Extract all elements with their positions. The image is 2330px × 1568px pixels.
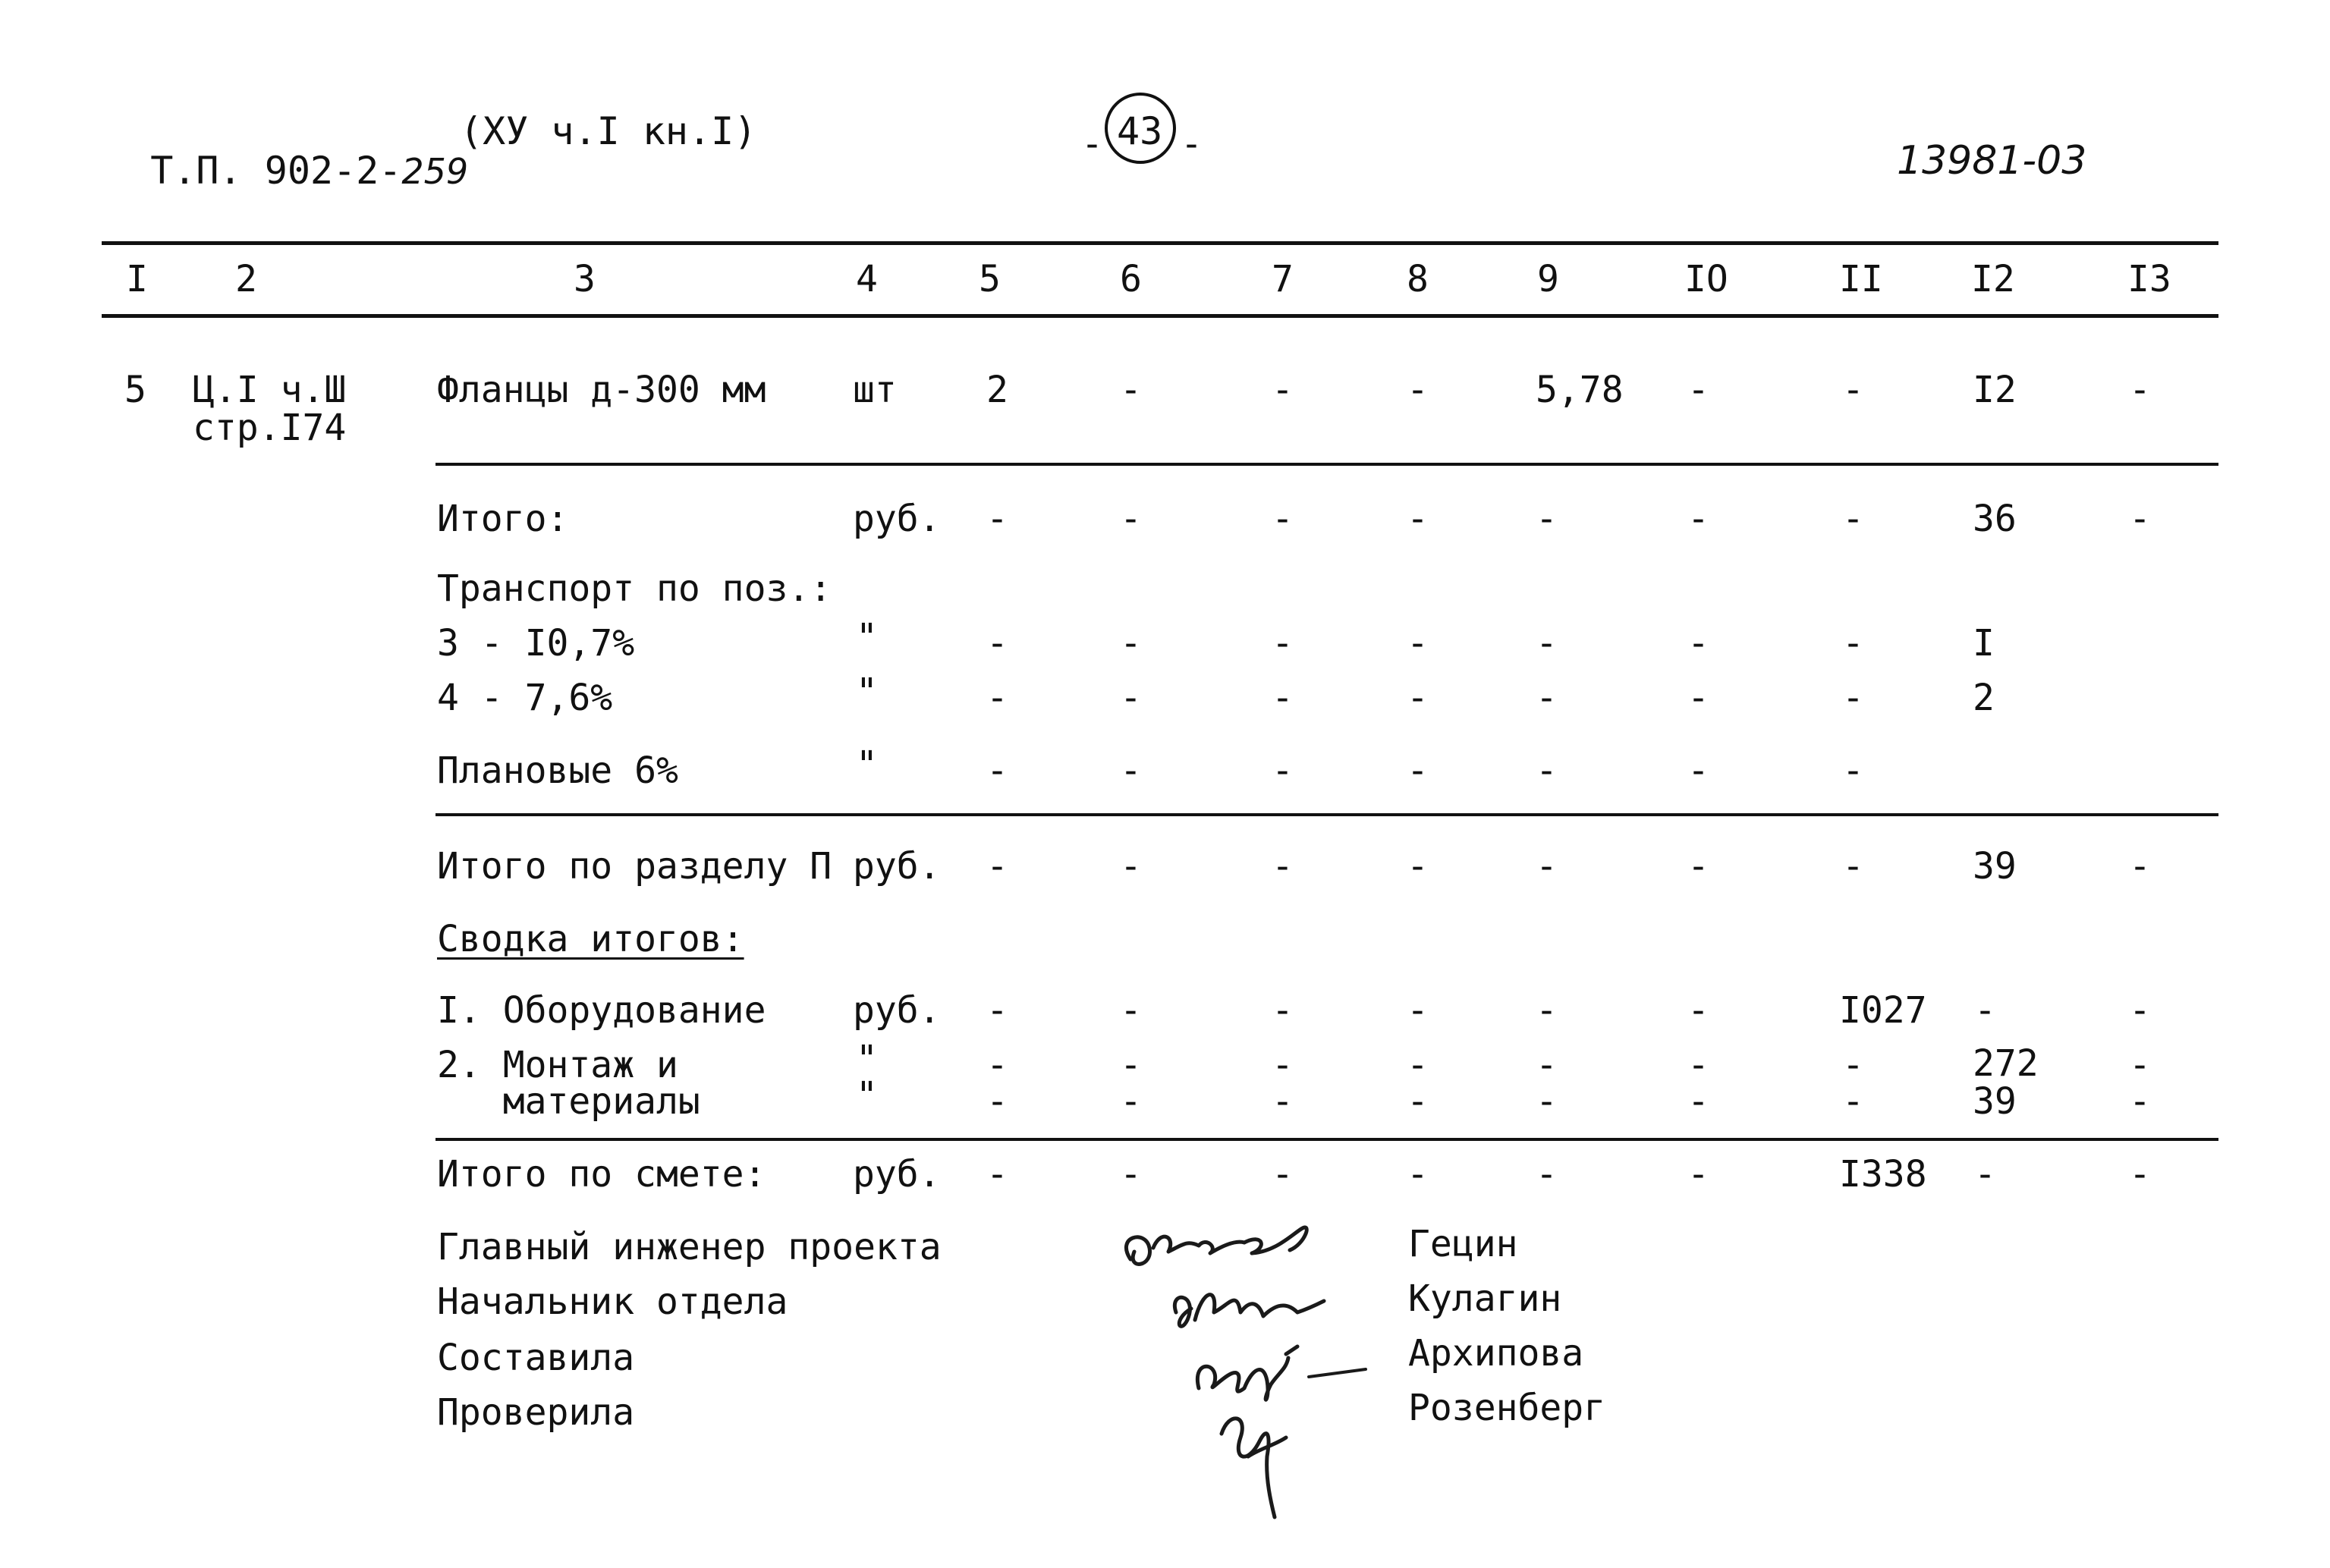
cell-c13: -	[2129, 845, 2151, 888]
cell-c6: -	[1120, 1080, 1142, 1123]
cell-c9: -	[1536, 498, 1558, 540]
cell-c6: -	[1120, 989, 1142, 1032]
cell-name: 4 - 7,6%	[437, 677, 613, 719]
cell-c12: -	[1974, 989, 1996, 1032]
cell-c8: -	[1407, 845, 1429, 888]
archive-number: 13981-03	[1897, 138, 2087, 184]
cell-c9: 5,78	[1536, 369, 1624, 411]
cell-unit: руб.	[853, 498, 941, 540]
cell-c6: -	[1120, 1153, 1142, 1196]
col-header-5: 5	[979, 258, 1001, 300]
col-header-9: 9	[1537, 258, 1559, 300]
cell-c10: -	[1687, 498, 1709, 540]
cell-c5: -	[986, 1153, 1008, 1196]
cell-c12: 2	[1973, 677, 1995, 719]
col-header-13: I3	[2127, 258, 2171, 300]
cell-c5: -	[986, 498, 1008, 540]
cell-c8: -	[1407, 677, 1429, 719]
cell-c10: -	[1687, 845, 1709, 888]
cell-c7: -	[1272, 1153, 1294, 1196]
cell-unit: "	[856, 616, 878, 658]
row-divider-2	[435, 813, 2218, 816]
signature-role-compiled-by: Составила	[437, 1337, 635, 1379]
cell-name: I. Оборудование	[437, 989, 766, 1032]
handwritten-signatures	[1115, 1206, 1373, 1525]
cell-c12: 272	[1973, 1042, 2039, 1085]
cell-c7: -	[1272, 845, 1294, 888]
cell-c10: -	[1687, 749, 1709, 792]
cell-c13: -	[2129, 369, 2151, 411]
cell-c9: -	[1536, 845, 1558, 888]
cell-c7: -	[1272, 989, 1294, 1032]
signature-name-compiled-by: Архипова	[1408, 1332, 1584, 1375]
cell-name: 3 - I0,7%	[437, 622, 635, 665]
cell-c6: -	[1120, 498, 1142, 540]
cell-c12: 39	[1973, 1080, 2017, 1123]
cell-c8: -	[1407, 749, 1429, 792]
col-header-1: I	[126, 258, 148, 300]
cell-unit: шт	[853, 369, 897, 411]
cell-c5: -	[986, 622, 1008, 665]
table-header-rule	[102, 314, 2218, 318]
cell-name: Транспорт по поз.:	[437, 567, 832, 610]
cell-c12: -	[1974, 1153, 1996, 1196]
part-reference: (ХУ ч.I кн.I)	[460, 109, 757, 153]
cell-c5: -	[986, 677, 1008, 719]
signature-name-department-head: Кулагин	[1408, 1277, 1562, 1320]
col-header-6: 6	[1120, 258, 1142, 300]
cell-c5: -	[986, 1044, 1008, 1086]
cell-c12: I	[1973, 622, 1995, 665]
cell-c6: -	[1120, 845, 1142, 888]
cell-c6: -	[1120, 749, 1142, 792]
cell-c11: -	[1842, 845, 1864, 888]
cell-c6: -	[1120, 1044, 1142, 1086]
cell-c7: -	[1272, 369, 1294, 411]
cell-unit: руб.	[853, 1153, 941, 1196]
cell-c10: -	[1687, 622, 1709, 665]
cell-c6: -	[1120, 369, 1142, 411]
cell-c6: -	[1120, 622, 1142, 665]
cell-c10: -	[1687, 1044, 1709, 1086]
cell-name: материалы	[437, 1080, 700, 1123]
cell-unit: руб.	[853, 989, 941, 1032]
cell-c12: 39	[1973, 845, 2017, 888]
signature-role-department-head: Начальник отдела	[437, 1280, 788, 1323]
cell-c11: I338	[1839, 1153, 1927, 1196]
cell-c5: 2	[986, 369, 1008, 411]
cell-c10: -	[1687, 677, 1709, 719]
cell-c5: -	[986, 1080, 1008, 1123]
cell-name: Итого по смете:	[437, 1153, 766, 1196]
signature-name-chief-engineer: Гецин	[1408, 1223, 1518, 1265]
cell-c13: -	[2129, 989, 2151, 1032]
cell-c8: -	[1407, 1044, 1429, 1086]
cell-c5: -	[986, 749, 1008, 792]
cell-c6: -	[1120, 677, 1142, 719]
cell-c13: -	[2129, 1044, 2151, 1086]
cell-c7: -	[1272, 677, 1294, 719]
cell-c10: -	[1687, 989, 1709, 1032]
cell-c11: -	[1842, 369, 1864, 411]
cell-name: Плановые 6%	[437, 749, 678, 792]
doc-reference-typed: Т.П. 902-2-	[150, 149, 402, 193]
page-number-dash-right: -	[1181, 123, 1203, 165]
cell-c10: -	[1687, 369, 1709, 411]
cell-c5: -	[986, 845, 1008, 888]
cell-c7: -	[1272, 1080, 1294, 1123]
cell-unit: руб.	[853, 845, 941, 888]
cell-c8: -	[1407, 1153, 1429, 1196]
cell-name: Сводка итогов:	[437, 918, 744, 960]
cell-c8: -	[1407, 369, 1429, 411]
cell-c11: -	[1842, 1080, 1864, 1123]
cell-c9: -	[1536, 1044, 1558, 1086]
signature-role-checked-by: Проверила	[437, 1391, 635, 1434]
cell-c12: I2	[1973, 369, 2017, 411]
col-header-2: 2	[235, 258, 257, 300]
cell-c9: -	[1536, 1153, 1558, 1196]
cell-position: 5	[124, 369, 146, 411]
cell-unit: "	[856, 671, 878, 713]
cell-c8: -	[1407, 1080, 1429, 1123]
cell-source-a: Ц.I ч.Ш	[193, 369, 347, 411]
col-header-11: II	[1839, 258, 1883, 300]
cell-name: 2. Монтаж и	[437, 1044, 678, 1086]
cell-c9: -	[1536, 989, 1558, 1032]
table-top-rule	[102, 241, 2218, 245]
cell-c13: -	[2129, 1153, 2151, 1196]
doc-reference-handwritten: 259	[401, 151, 469, 192]
cell-c7: -	[1272, 498, 1294, 540]
cell-c9: -	[1536, 1080, 1558, 1123]
cell-c8: -	[1407, 498, 1429, 540]
cell-name: Фланцы д-300 мм	[437, 369, 766, 411]
cell-c9: -	[1536, 677, 1558, 719]
cell-c12: 36	[1973, 498, 2017, 540]
cell-c7: -	[1272, 622, 1294, 665]
page-number-dash-left: -	[1081, 123, 1103, 165]
cell-c10: -	[1687, 1153, 1709, 1196]
cell-c11: -	[1842, 622, 1864, 665]
cell-name: Итого по разделу П	[437, 845, 832, 888]
col-header-7: 7	[1272, 258, 1294, 300]
cell-name: Итого:	[437, 498, 569, 540]
row-divider-3	[435, 1138, 2218, 1141]
cell-unit: "	[856, 1038, 878, 1080]
col-header-8: 8	[1407, 258, 1429, 300]
col-header-3: 3	[574, 258, 596, 300]
signature-role-chief-engineer: Главный инженер проекта	[437, 1226, 942, 1268]
cell-c5: -	[986, 989, 1008, 1032]
cell-c8: -	[1407, 989, 1429, 1032]
doc-reference	[105, 114, 469, 193]
cell-c11: -	[1842, 498, 1864, 540]
cell-c10: -	[1687, 1080, 1709, 1123]
cell-c7: -	[1272, 1044, 1294, 1086]
col-header-10: IO	[1684, 258, 1728, 300]
row-divider-1	[435, 463, 2218, 466]
signature-name-checked-by: Розенберг	[1408, 1387, 1606, 1429]
cell-c8: -	[1407, 622, 1429, 665]
col-header-12: I2	[1971, 258, 2015, 300]
cell-c11: -	[1842, 1044, 1864, 1086]
cell-unit: "	[856, 743, 878, 786]
cell-c13: -	[2129, 498, 2151, 540]
cell-c7: -	[1272, 749, 1294, 792]
col-header-4: 4	[856, 258, 878, 300]
page-number: 43	[1117, 109, 1163, 153]
cell-c13: -	[2129, 1080, 2151, 1123]
cell-c11: -	[1842, 749, 1864, 792]
cell-c9: -	[1536, 622, 1558, 665]
cell-source-b: стр.I74	[193, 407, 347, 449]
cell-c11: I027	[1839, 989, 1927, 1032]
cell-c11: -	[1842, 677, 1864, 719]
cell-c9: -	[1536, 749, 1558, 792]
cell-unit: "	[856, 1074, 878, 1117]
